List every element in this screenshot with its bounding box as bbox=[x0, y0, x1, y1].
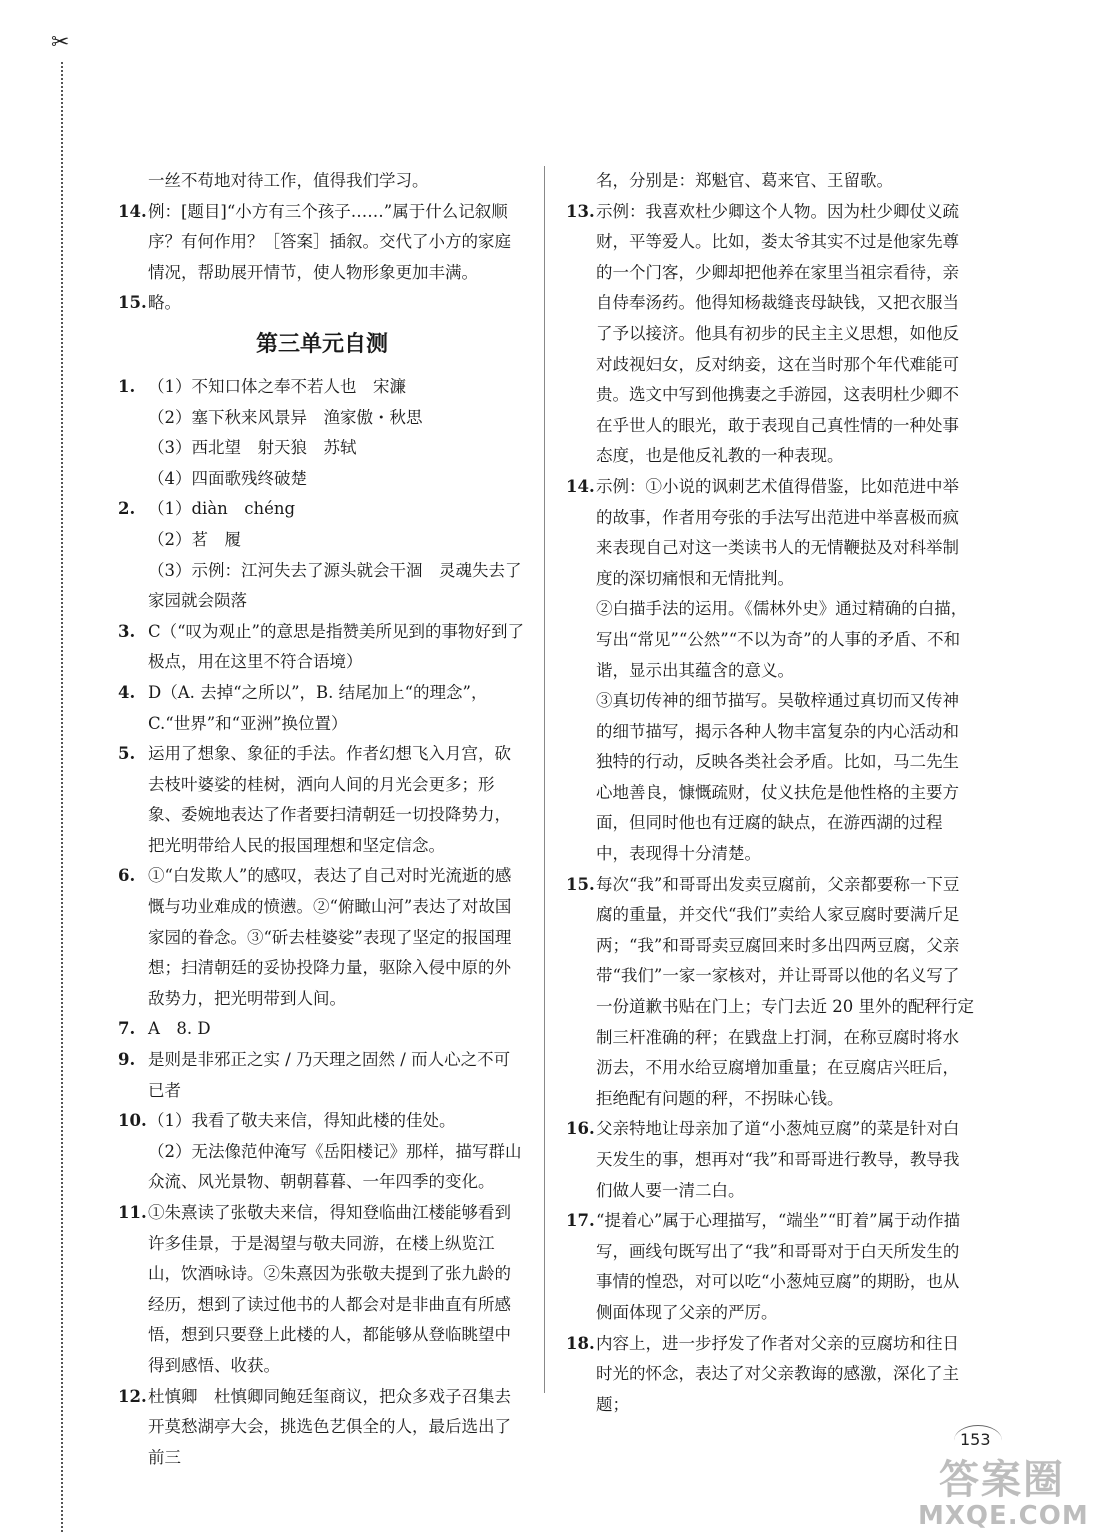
answer-4: 4. D（A. 去掉“之所以”，B. 结尾加上“的理念”，C.“世界”和“亚洲”换位置） bbox=[118, 682, 488, 733]
answer-10-b: （2）无法像范仲淹写《岳阳楼记》那样，描写群山众流、风光景物、朝朝暮暮、一年四季的变化。 bbox=[148, 1141, 522, 1192]
watermark bbox=[918, 1457, 1089, 1531]
unit-title: 第三单元自测 bbox=[255, 331, 388, 357]
answer-6: 6. ①“白发欺人”的感叹，表达了自己对时光流逝的感慨与功业难成的愤懑。②“俯瞰山河”表达了对故国家园的眷念。③“斫去桂婆娑”表现了坚定的报国理想；扫清朝廷的妥协投降力量，驱除入侵中原的外敌势力，把光明带到人间。 bbox=[118, 866, 512, 1008]
answer-14-b: ②白描手法的运用。《儒林外史》通过精确的白描，写出“常见”“公然”“不以为奇”的人事的矛盾、不和谐，显示出其蕴含的意义。 bbox=[596, 599, 968, 680]
watermark-url: MXQE.COM bbox=[918, 1501, 1089, 1531]
left-column bbox=[118, 166, 526, 1473]
cut-line bbox=[61, 62, 63, 1532]
answer-5: 5. 运用了想象、象征的手法。作者幻想飞入月宫，砍去枝叶婆娑的桂树，洒向人间的月光会更多；形象、委婉地表达了作者要扫清朝廷一切投降势力，把光明带给人民的报国理想和坚定信念。 bbox=[118, 744, 511, 855]
answer-13: 13.示例：我喜欢杜少卿这个人物。因为杜少卿仗义疏财，平等爱人。比如，娄太爷其实不过是他家先尊的一个门客，少卿却把他养在家里当祖宗看待，亲自侍奉汤药。他得知杨裁缝丧母缺钱，又把衣服当了予以接济。他具有初步的民主主义思想，如他反对歧视妇女，反对纳妾，这在当时那个年代难能可贵。选文中写到他携妻之手游园，这表明杜少卿不在乎世人的眼光，敢于表现自己真性情的一种处事态度，也是他反礼教的一种表现。 bbox=[566, 201, 959, 466]
continuation-text: 一丝不苟地对待工作，值得我们学习。 bbox=[148, 171, 429, 190]
answer-1-b: （2）塞下秋来风景异 渔家傲・秋思 bbox=[148, 407, 423, 427]
answer-3: 3. C（“叹为观止”的意思是指赞美所见到的事物好到了极点，用在这里不符合语境） bbox=[118, 621, 524, 672]
answer-14-c: ③真切传神的细节描写。吴敬梓通过真切而又传神的细节描写，揭示各种人物丰富复杂的内心活动和独特的行动，反映各类社会矛盾。比如，马二先生心地善良，慷慨疏财，仗义扶危是他性格的主要方面，但同时他也有迂腐的缺点，在游西湖的过程中，表现得十分清楚。 bbox=[596, 691, 959, 864]
right-column bbox=[566, 166, 974, 1420]
answer-16: 16.父亲特地让母亲加了道“小葱炖豆腐”的菜是针对白天发生的事，想再对“我”和哥哥进行教导，教导我们做人要一清二白。 bbox=[566, 1119, 960, 1200]
answer-14: 14.例：[题目]“小方有三个孩子……”属于什么记叙顺序？有何作用？［答案］插叙。交代了小方的家庭情况，帮助展开情节，使人物形象更加丰满。 bbox=[118, 201, 511, 282]
answer-15: 15.略。 bbox=[118, 293, 181, 313]
scissors-icon: ✂ bbox=[51, 30, 70, 55]
answer-1-c: （3）西北望 射天狼 苏轼 bbox=[148, 438, 357, 458]
column-divider bbox=[544, 166, 545, 1393]
continuation-text-right: 名，分别是：郑魁官、葛来官、王留歌。 bbox=[596, 171, 893, 190]
answer-1: 1. （1）不知口体之奉不若人也 宋濂 bbox=[118, 376, 406, 396]
answer-11: 11.①朱熹读了张敬夫来信，得知登临曲江楼能够看到许多佳景，于是渴望与敬夫同游，在楼上纵览江山，饮酒咏诗。②朱熹因为张敬夫提到了张九龄的经历，想到了读过他书的人都会对是非曲直有所感悟，想到只要登上此楼的人，都能够从登临眺望中得到感悟、收获。 bbox=[118, 1203, 511, 1375]
answer-1-d: （4）四面歌残终破楚 bbox=[148, 468, 307, 488]
answer-17: 17.“提着心”属于心理描写，“端坐”“盯着”属于动作描写，画线句既写出了“我”和哥哥对于白天所发生的事情的惶恐，对可以吃“小葱炖豆腐”的期盼，也从侧面体现了父亲的严厉。 bbox=[566, 1211, 961, 1322]
answer-2-c: （3）示例：江河失去了源头就会干涸 灵魂失去了家园就会陨落 bbox=[148, 560, 522, 611]
watermark-logo-text: 答案圈 bbox=[939, 1457, 1065, 1503]
page-number: 153 bbox=[960, 1430, 991, 1449]
answer-9: 9. 是则是非邪正之实 / 乃天理之固然 / 而人心之不可已者 bbox=[118, 1050, 511, 1100]
answer-14-right: 14.示例：①小说的讽刺艺术值得借鉴，比如范进中举的故事，作者用夸张的手法写出范进中举喜极而疯来表现自己对这一类读书人的无情鞭挞及对科举制度的深切痛恨和无情批判。 bbox=[566, 476, 959, 588]
answer-12: 12.杜慎卿 杜慎卿同鲍廷玺商议，把众多戏子召集去开莫愁湖亭大会，挑选色艺俱全的人，最后选出了前三 bbox=[118, 1386, 511, 1467]
answer-10: 10.（1）我看了敬夫来信，得知此楼的佳处。 bbox=[118, 1111, 456, 1131]
answer-2-b: （2）茗 履 bbox=[148, 529, 241, 549]
answer-15-right: 15.每次“我”和哥哥出发卖豆腐前，父亲都要称一下豆腐的重量，并交代“我们”卖给人家豆腐时要满斤足两；“我”和哥哥卖豆腐回来时多出四两豆腐，父亲带“我们”一家一家核对，并让哥哥以他的名义写了一份道歉书贴在门上；专门去近 20 里外的配秤行定制三杆准确的秤；在戥盘上打洞，在称豆腐时将水沥去，不用水给豆腐增加重量；在豆腐店兴旺后，拒绝配有问题的秤，不拐昧心钱。 bbox=[566, 874, 974, 1108]
answer-2: 2. （1）diàn chéng bbox=[118, 499, 296, 519]
answer-7-8: 7. A 8. D bbox=[118, 1019, 211, 1039]
answer-18: 18.内容上，进一步抒发了作者对父亲的豆腐坊和往日时光的怀念，表达了对父亲教诲的感激，深化了主题； bbox=[566, 1333, 959, 1414]
